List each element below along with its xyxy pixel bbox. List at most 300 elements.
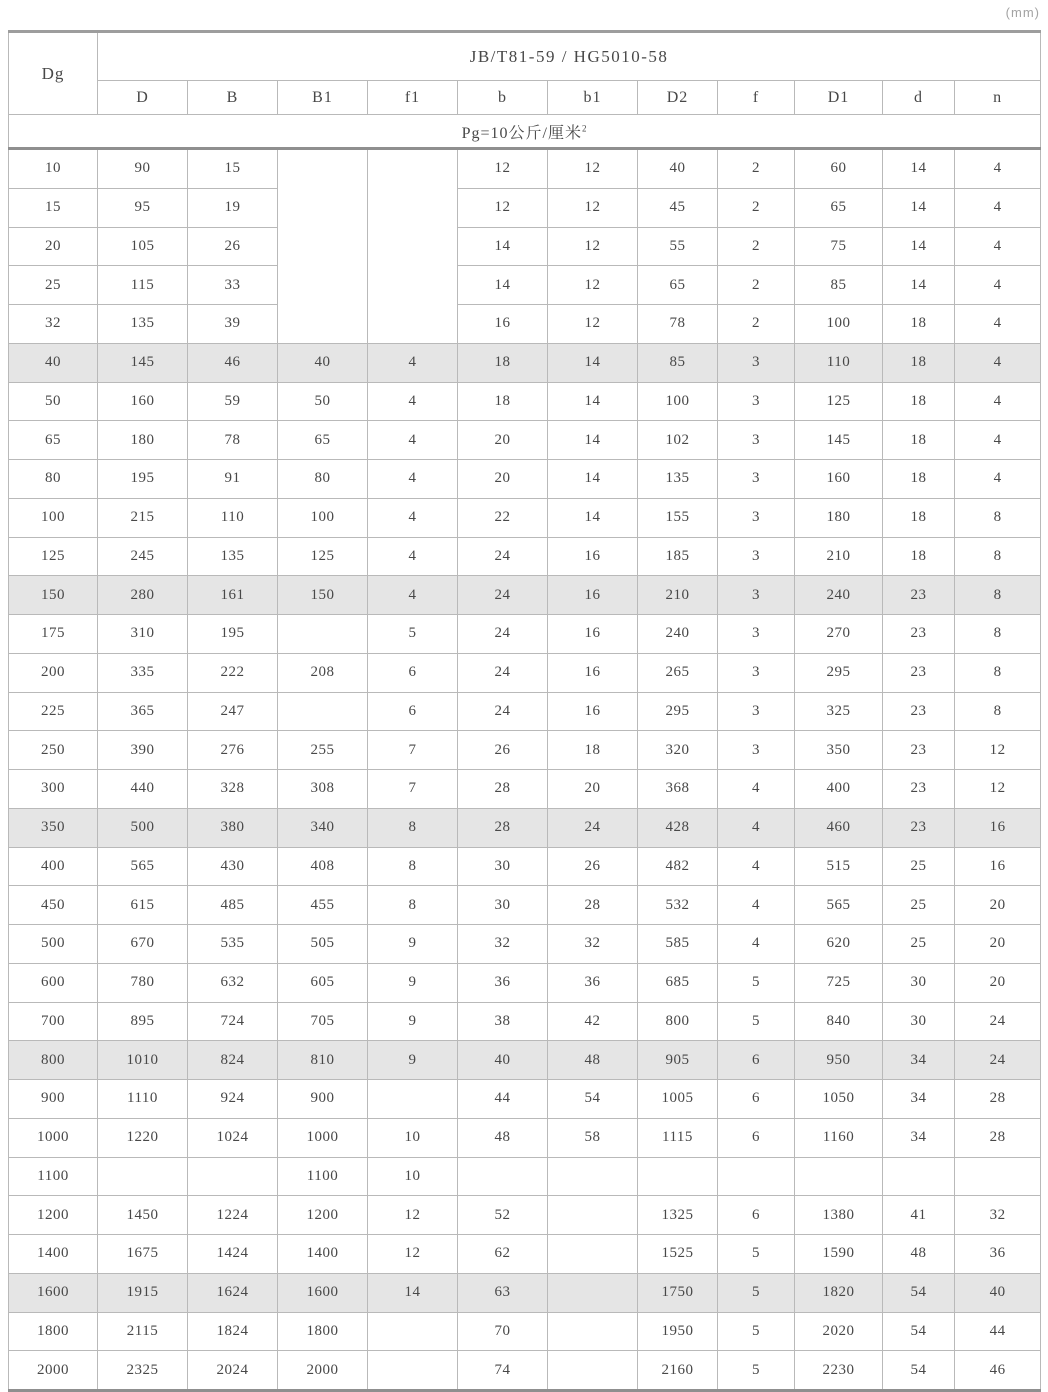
table-cell: 23 — [883, 731, 955, 770]
table-cell: 565 — [98, 847, 188, 886]
table-cell — [955, 1157, 1041, 1196]
table-cell: 18 — [458, 343, 548, 382]
table-cell: 482 — [638, 847, 718, 886]
table-row — [9, 1312, 1041, 1351]
table-cell: 8 — [955, 692, 1041, 731]
table-cell: 5 — [718, 1351, 795, 1391]
table-cell: 1824 — [188, 1312, 278, 1351]
table-cell: 34 — [883, 1041, 955, 1080]
table-cell: 4 — [955, 460, 1041, 499]
table-cell: 28 — [548, 886, 638, 925]
table-cell: 23 — [883, 615, 955, 654]
table-cell: 20 — [458, 460, 548, 499]
table-cell: 75 — [795, 227, 883, 266]
table-row — [9, 1351, 1041, 1391]
column-header-B: B — [188, 81, 278, 115]
table-cell: 161 — [188, 576, 278, 615]
table-cell: 125 — [9, 537, 98, 576]
table-cell: 208 — [278, 653, 368, 692]
table-cell: 12 — [548, 266, 638, 305]
table-cell: 36 — [458, 963, 548, 1002]
table-cell: 200 — [9, 653, 98, 692]
table-cell: 2020 — [795, 1312, 883, 1351]
table-cell: 800 — [9, 1041, 98, 1080]
table-cell: 52 — [458, 1196, 548, 1235]
table-cell — [368, 149, 458, 344]
table-cell: 80 — [9, 460, 98, 499]
table-cell: 4 — [955, 421, 1041, 460]
table-row — [9, 925, 1041, 964]
table-cell: 12 — [368, 1196, 458, 1235]
table-cell: 110 — [188, 498, 278, 537]
table-cell: 4 — [955, 305, 1041, 344]
table-cell: 18 — [883, 421, 955, 460]
table-cell: 175 — [9, 615, 98, 654]
table-cell: 1450 — [98, 1196, 188, 1235]
table-cell: 28 — [458, 770, 548, 809]
header-row-columns — [9, 81, 1041, 115]
table-cell: 14 — [458, 227, 548, 266]
table-cell: 95 — [98, 188, 188, 227]
table-cell: 65 — [278, 421, 368, 460]
table-cell: 440 — [98, 770, 188, 809]
table-cell: 6 — [718, 1041, 795, 1080]
table-cell: 145 — [98, 343, 188, 382]
table-cell: 428 — [638, 808, 718, 847]
pressure-rating-label — [9, 115, 1041, 149]
table-cell: 36 — [548, 963, 638, 1002]
table-cell: 24 — [458, 615, 548, 654]
table-cell: 23 — [883, 653, 955, 692]
table-cell: 85 — [795, 266, 883, 305]
table-cell — [718, 1157, 795, 1196]
table-cell: 455 — [278, 886, 368, 925]
table-cell: 44 — [458, 1080, 548, 1119]
table-cell: 20 — [548, 770, 638, 809]
table-cell: 63 — [458, 1273, 548, 1312]
table-cell: 724 — [188, 1002, 278, 1041]
column-header-b1: b1 — [548, 81, 638, 115]
table-cell: 16 — [458, 305, 548, 344]
table-row — [9, 460, 1041, 499]
table-cell: 12 — [548, 227, 638, 266]
table-cell: 1525 — [638, 1235, 718, 1274]
table-cell: 600 — [9, 963, 98, 1002]
table-cell: 255 — [278, 731, 368, 770]
table-cell: 3 — [718, 731, 795, 770]
table-cell: 310 — [98, 615, 188, 654]
table-cell: 14 — [883, 188, 955, 227]
table-cell: 4 — [718, 886, 795, 925]
table-cell — [548, 1351, 638, 1391]
table-cell: 16 — [548, 692, 638, 731]
table-cell: 2000 — [278, 1351, 368, 1391]
table-cell: 26 — [188, 227, 278, 266]
pressure-text: Pg=10公斤/厘米 — [461, 124, 582, 142]
table-cell: 1160 — [795, 1118, 883, 1157]
table-cell: 6 — [368, 653, 458, 692]
table-cell: 14 — [548, 382, 638, 421]
table-cell: 26 — [458, 731, 548, 770]
table-cell: 1800 — [278, 1312, 368, 1351]
table-cell: 1950 — [638, 1312, 718, 1351]
table-body — [9, 149, 1041, 1391]
table-cell: 4 — [368, 498, 458, 537]
table-cell: 110 — [795, 343, 883, 382]
table-cell: 9 — [368, 1041, 458, 1080]
table-row — [9, 1273, 1041, 1312]
table-cell: 24 — [548, 808, 638, 847]
table-cell: 430 — [188, 847, 278, 886]
table-cell: 390 — [98, 731, 188, 770]
table-cell: 565 — [795, 886, 883, 925]
table-row — [9, 963, 1041, 1002]
table-cell: 155 — [638, 498, 718, 537]
table-cell: 1820 — [795, 1273, 883, 1312]
table-cell: 8 — [368, 886, 458, 925]
table-cell: 25 — [9, 266, 98, 305]
table-cell: 24 — [458, 537, 548, 576]
table-cell: 3 — [718, 615, 795, 654]
table-cell: 5 — [368, 615, 458, 654]
table-cell: 150 — [278, 576, 368, 615]
table-cell: 38 — [458, 1002, 548, 1041]
table-cell — [458, 1157, 548, 1196]
table-cell: 380 — [188, 808, 278, 847]
table-cell — [98, 1157, 188, 1196]
table-cell: 2 — [718, 266, 795, 305]
table-cell: 620 — [795, 925, 883, 964]
table-cell: 74 — [458, 1351, 548, 1391]
table-row — [9, 692, 1041, 731]
table-header — [9, 32, 1041, 149]
table-cell: 1675 — [98, 1235, 188, 1274]
table-row — [9, 886, 1041, 925]
table-cell: 1100 — [9, 1157, 98, 1196]
table-cell: 1400 — [278, 1235, 368, 1274]
table-cell: 1000 — [278, 1118, 368, 1157]
table-cell: 895 — [98, 1002, 188, 1041]
table-cell: 125 — [278, 537, 368, 576]
table-cell: 2 — [718, 227, 795, 266]
table-row — [9, 1235, 1041, 1274]
table-cell: 12 — [548, 149, 638, 189]
table-cell: 14 — [883, 149, 955, 189]
table-cell: 1600 — [9, 1273, 98, 1312]
table-cell: 30 — [458, 886, 548, 925]
table-row — [9, 808, 1041, 847]
table-cell: 250 — [9, 731, 98, 770]
table-cell: 2 — [718, 188, 795, 227]
table-cell: 8 — [955, 615, 1041, 654]
unit-label: (mm) — [1005, 5, 1040, 20]
table-cell: 5 — [718, 1273, 795, 1312]
table-cell: 4 — [955, 149, 1041, 189]
table-cell: 14 — [883, 227, 955, 266]
table-cell: 135 — [98, 305, 188, 344]
table-cell: 1024 — [188, 1118, 278, 1157]
table-cell: 4 — [955, 266, 1041, 305]
table-cell: 45 — [638, 188, 718, 227]
table-cell: 400 — [795, 770, 883, 809]
table-cell: 9 — [368, 925, 458, 964]
table-cell: 18 — [883, 537, 955, 576]
table-cell: 115 — [98, 266, 188, 305]
table-cell: 8 — [955, 498, 1041, 537]
table-row — [9, 770, 1041, 809]
table-cell: 4 — [955, 227, 1041, 266]
table-row — [9, 1080, 1041, 1119]
table-cell: 900 — [278, 1080, 368, 1119]
table-cell: 500 — [98, 808, 188, 847]
table-cell: 39 — [188, 305, 278, 344]
table-cell: 400 — [9, 847, 98, 886]
table-cell: 18 — [883, 305, 955, 344]
table-cell: 460 — [795, 808, 883, 847]
table-cell: 9 — [368, 1002, 458, 1041]
table-cell: 240 — [638, 615, 718, 654]
table-cell: 1115 — [638, 1118, 718, 1157]
table-cell: 12 — [548, 305, 638, 344]
table-cell: 6 — [368, 692, 458, 731]
table-cell: 12 — [458, 188, 548, 227]
table-cell: 500 — [9, 925, 98, 964]
table-cell: 840 — [795, 1002, 883, 1041]
table-cell: 14 — [548, 460, 638, 499]
table-cell: 222 — [188, 653, 278, 692]
table-cell: 12 — [368, 1235, 458, 1274]
table-cell: 20 — [9, 227, 98, 266]
table-cell: 8 — [368, 847, 458, 886]
table-cell: 20 — [955, 886, 1041, 925]
table-cell: 59 — [188, 382, 278, 421]
table-cell: 1800 — [9, 1312, 98, 1351]
table-cell: 368 — [638, 770, 718, 809]
column-header-b: b — [458, 81, 548, 115]
table-cell: 42 — [548, 1002, 638, 1041]
table-cell: 4 — [368, 576, 458, 615]
table-cell: 1224 — [188, 1196, 278, 1235]
table-cell: 5 — [718, 1002, 795, 1041]
table-row — [9, 615, 1041, 654]
table-cell: 16 — [548, 653, 638, 692]
table-cell: 2160 — [638, 1351, 718, 1391]
table-cell: 90 — [98, 149, 188, 189]
table-cell: 8 — [955, 537, 1041, 576]
table-row — [9, 1118, 1041, 1157]
table-cell: 280 — [98, 576, 188, 615]
table-cell — [548, 1273, 638, 1312]
table-cell: 950 — [795, 1041, 883, 1080]
table-cell: 40 — [9, 343, 98, 382]
table-cell: 54 — [883, 1351, 955, 1391]
table-cell: 18 — [883, 382, 955, 421]
table-cell: 505 — [278, 925, 368, 964]
table-cell: 55 — [638, 227, 718, 266]
table-cell: 1005 — [638, 1080, 718, 1119]
table-cell: 48 — [548, 1041, 638, 1080]
table-cell: 3 — [718, 692, 795, 731]
table-cell: 14 — [458, 266, 548, 305]
table-cell: 18 — [458, 382, 548, 421]
table-row — [9, 343, 1041, 382]
table-cell: 100 — [795, 305, 883, 344]
table-cell: 20 — [955, 925, 1041, 964]
table-cell: 3 — [718, 653, 795, 692]
table-cell: 924 — [188, 1080, 278, 1119]
table-cell: 32 — [458, 925, 548, 964]
table-cell: 1424 — [188, 1235, 278, 1274]
table-cell: 91 — [188, 460, 278, 499]
table-cell: 20 — [955, 963, 1041, 1002]
table-cell: 2115 — [98, 1312, 188, 1351]
table-cell: 905 — [638, 1041, 718, 1080]
table-cell: 4 — [368, 537, 458, 576]
table-cell: 210 — [638, 576, 718, 615]
table-cell: 30 — [458, 847, 548, 886]
table-cell: 295 — [795, 653, 883, 692]
table-row — [9, 266, 1041, 305]
table-cell: 54 — [548, 1080, 638, 1119]
table-cell: 16 — [548, 576, 638, 615]
table-cell: 1590 — [795, 1235, 883, 1274]
table-cell: 1220 — [98, 1118, 188, 1157]
table-cell: 16 — [548, 615, 638, 654]
table-cell: 685 — [638, 963, 718, 1002]
table-cell: 44 — [955, 1312, 1041, 1351]
table-cell: 40 — [955, 1273, 1041, 1312]
table-cell: 800 — [638, 1002, 718, 1041]
header-standard-title: JB/T81-59 / HG5010-58 — [98, 32, 1041, 81]
table-cell: 60 — [795, 149, 883, 189]
table-cell: 10 — [368, 1157, 458, 1196]
table-row — [9, 227, 1041, 266]
table-cell: 328 — [188, 770, 278, 809]
table-cell: 515 — [795, 847, 883, 886]
table-cell: 1200 — [9, 1196, 98, 1235]
column-header-D: D — [98, 81, 188, 115]
table-row — [9, 847, 1041, 886]
table-cell: 585 — [638, 925, 718, 964]
table-cell: 900 — [9, 1080, 98, 1119]
table-cell: 295 — [638, 692, 718, 731]
table-cell: 14 — [883, 266, 955, 305]
table-cell: 532 — [638, 886, 718, 925]
table-cell — [368, 1312, 458, 1351]
table-cell: 16 — [955, 808, 1041, 847]
column-header-f1: f1 — [368, 81, 458, 115]
table-cell: 24 — [955, 1002, 1041, 1041]
table-cell: 308 — [278, 770, 368, 809]
table-cell: 8 — [955, 576, 1041, 615]
table-row — [9, 421, 1041, 460]
table-cell: 4 — [955, 343, 1041, 382]
table-cell: 185 — [638, 537, 718, 576]
table-cell: 700 — [9, 1002, 98, 1041]
table-cell: 485 — [188, 886, 278, 925]
column-header-f: f — [718, 81, 795, 115]
table-cell: 3 — [718, 343, 795, 382]
table-cell: 350 — [9, 808, 98, 847]
table-cell: 180 — [98, 421, 188, 460]
table-cell: 48 — [458, 1118, 548, 1157]
table-cell: 23 — [883, 576, 955, 615]
table-row — [9, 1041, 1041, 1080]
table-cell: 78 — [638, 305, 718, 344]
table-cell: 1110 — [98, 1080, 188, 1119]
table-cell: 50 — [278, 382, 368, 421]
table-cell: 7 — [368, 731, 458, 770]
table-cell: 65 — [9, 421, 98, 460]
table-cell: 4 — [718, 925, 795, 964]
table-cell: 2230 — [795, 1351, 883, 1391]
table-row — [9, 731, 1041, 770]
table-row — [9, 188, 1041, 227]
table-cell: 6 — [718, 1196, 795, 1235]
table-cell: 705 — [278, 1002, 368, 1041]
table-cell: 150 — [9, 576, 98, 615]
table-cell: 19 — [188, 188, 278, 227]
table-cell: 18 — [548, 731, 638, 770]
table-cell: 4 — [368, 460, 458, 499]
table-cell: 9 — [368, 963, 458, 1002]
table-cell — [278, 149, 368, 344]
table-cell — [638, 1157, 718, 1196]
table-cell — [278, 615, 368, 654]
table-cell: 18 — [883, 343, 955, 382]
table-cell: 2 — [718, 149, 795, 189]
table-cell: 85 — [638, 343, 718, 382]
table-cell: 320 — [638, 731, 718, 770]
table-cell: 4 — [718, 847, 795, 886]
table-row — [9, 576, 1041, 615]
table-cell: 14 — [368, 1273, 458, 1312]
table-cell: 20 — [458, 421, 548, 460]
table-cell: 2024 — [188, 1351, 278, 1391]
table-cell: 1010 — [98, 1041, 188, 1080]
table-cell: 58 — [548, 1118, 638, 1157]
table-cell: 4 — [955, 382, 1041, 421]
table-cell: 100 — [9, 498, 98, 537]
table-cell: 40 — [278, 343, 368, 382]
column-header-n: n — [955, 81, 1041, 115]
table-cell: 25 — [883, 925, 955, 964]
table-cell: 8 — [955, 653, 1041, 692]
table-cell: 102 — [638, 421, 718, 460]
table-cell: 1915 — [98, 1273, 188, 1312]
table-cell: 36 — [955, 1235, 1041, 1274]
table-cell: 2000 — [9, 1351, 98, 1391]
table-cell: 12 — [548, 188, 638, 227]
table-cell — [368, 1351, 458, 1391]
table-cell: 535 — [188, 925, 278, 964]
table-cell: 135 — [638, 460, 718, 499]
table-cell: 62 — [458, 1235, 548, 1274]
table-cell: 4 — [955, 188, 1041, 227]
table-cell: 780 — [98, 963, 188, 1002]
table-cell: 4 — [718, 808, 795, 847]
table-cell: 32 — [955, 1196, 1041, 1235]
table-cell: 23 — [883, 770, 955, 809]
table-cell: 4 — [368, 343, 458, 382]
table-cell: 225 — [9, 692, 98, 731]
table-cell: 23 — [883, 808, 955, 847]
table-cell: 605 — [278, 963, 368, 1002]
table-cell: 670 — [98, 925, 188, 964]
table-cell: 30 — [883, 1002, 955, 1041]
table-cell: 3 — [718, 498, 795, 537]
table-cell: 10 — [368, 1118, 458, 1157]
